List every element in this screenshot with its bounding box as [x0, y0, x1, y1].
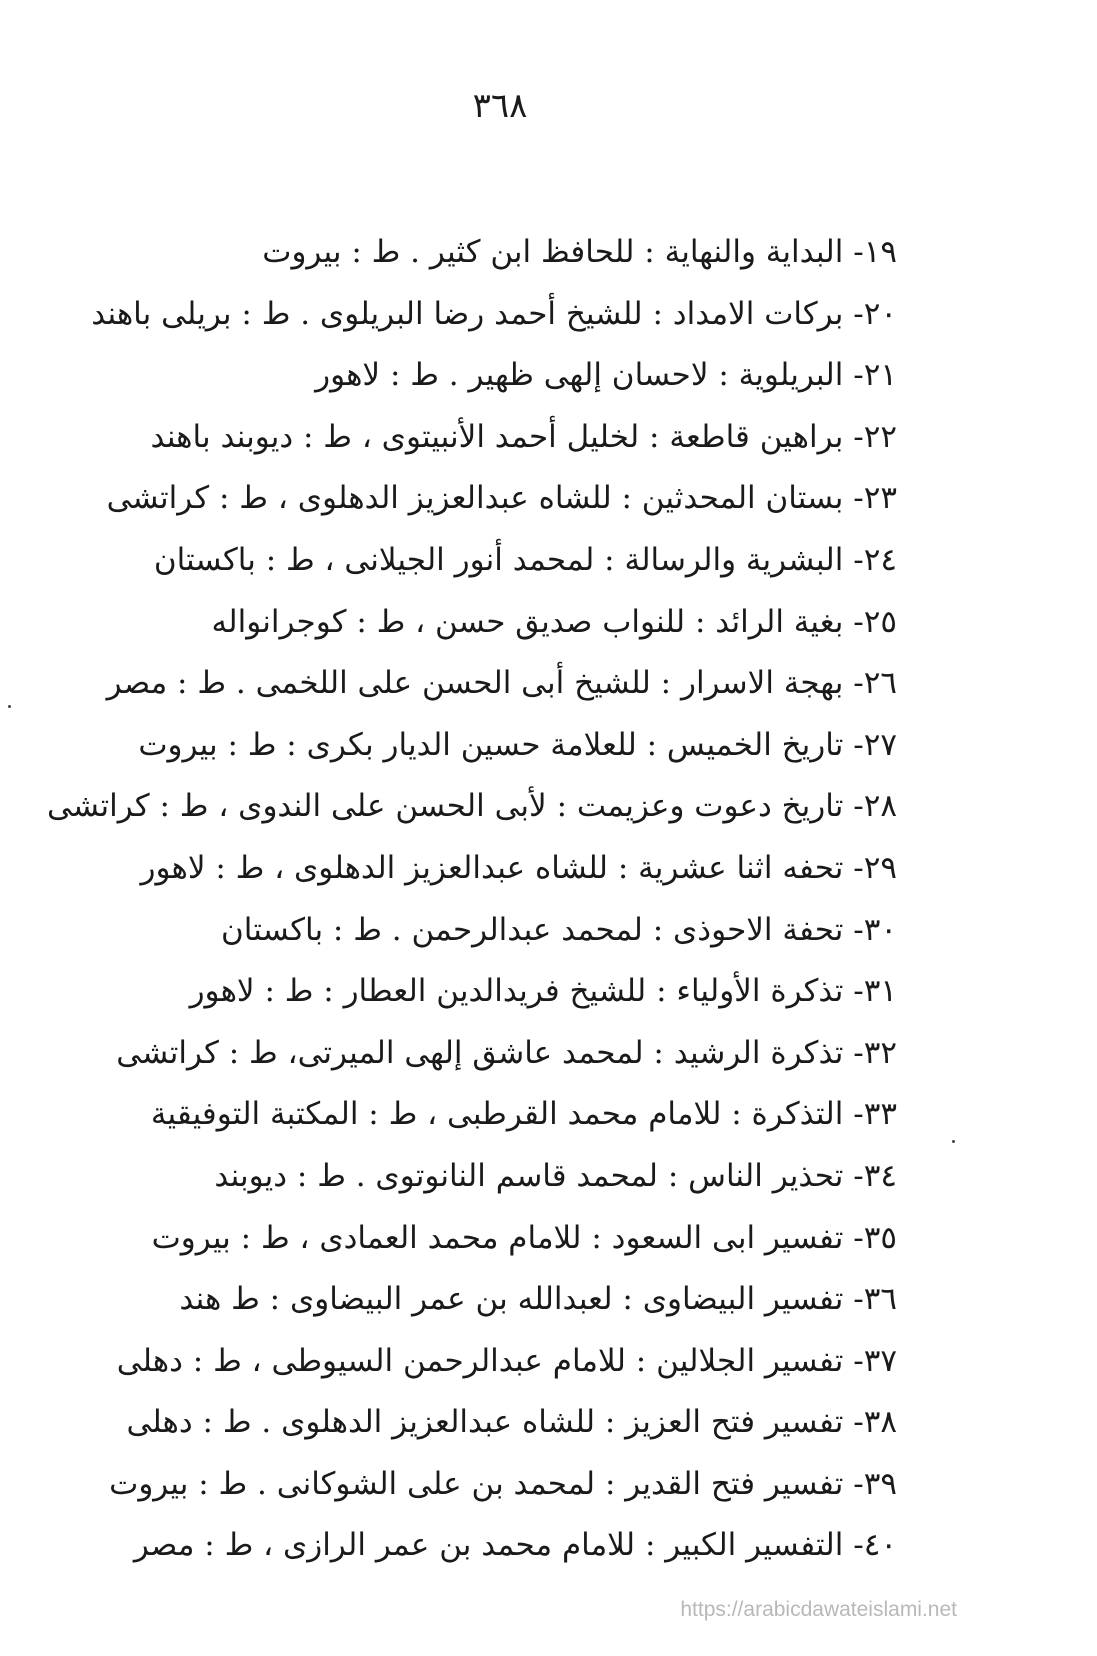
entry-number: ٣٠-	[853, 911, 897, 948]
entry-text: البريلوية : لاحسان إلهى ظهير . ط : لاهور	[315, 357, 844, 394]
entry-number: ٢٣-	[853, 480, 897, 517]
list-item	[37, 961, 897, 1023]
entry-text: بركات الامداد : للشيخ أحمد رضا البريلوى . ط : بريلى باهند	[91, 295, 844, 332]
scan-speck	[952, 1140, 955, 1143]
entry-number: ٢٥-	[853, 603, 897, 640]
entry-number: ٢٦-	[853, 665, 897, 702]
entry-number: ٢٤-	[853, 541, 897, 578]
entry-number: ٣٦-	[853, 1281, 897, 1318]
list-item	[37, 900, 897, 962]
entry-number: ٣١-	[853, 973, 897, 1010]
entry-number: ٢٢-	[853, 418, 897, 455]
entry-number: ٣٩-	[853, 1465, 897, 1502]
entry-text: تفسير الجلالين : للامام عبدالرحمن السيوطى ، ط : دهلى	[116, 1342, 844, 1379]
entry-text: تفسير فتح العزيز : للشاه عبدالعزيز الدهلوى . ط : دهلى	[126, 1404, 844, 1441]
list-item	[37, 407, 897, 469]
list-item	[37, 776, 897, 838]
list-item	[37, 1515, 897, 1577]
entry-text: البداية والنهاية : للحافظ ابن كثير . ط : بيروت	[262, 234, 844, 270]
entry-number: ٢٧-	[853, 726, 897, 763]
entry-number: ٣٥-	[853, 1219, 897, 1256]
entry-number: ٢١-	[853, 357, 897, 394]
entry-text: تاريخ دعوت وعزيمت : لأبى الحسن على الندوى ، ط : كراتشى	[47, 788, 844, 825]
entry-text: تفسير ابى السعود : للامام محمد العمادى ، ط : بيروت	[151, 1219, 844, 1256]
entry-text: بستان المحدثين : للشاه عبدالعزيز الدهلوى ، ط : كراتشى	[106, 480, 844, 517]
entry-text: تفسير البيضاوى : لعبدالله بن عمر البيضاوى : ط هند	[179, 1281, 844, 1318]
list-item	[37, 1208, 897, 1270]
entry-text: تاريخ الخميس : للعلامة حسين الديار بكرى : ط : بيروت	[138, 726, 844, 763]
list-item	[37, 1084, 897, 1146]
list-item	[37, 1269, 897, 1331]
list-item	[37, 653, 897, 715]
list-item	[37, 345, 897, 407]
entry-text: تذكرة الأولياء : للشيخ فريدالدين العطار : ط : لاهور	[189, 973, 844, 1010]
entry-text: التفسير الكبير : للامام محمد بن عمر الرازى ، ط : مصر	[133, 1527, 844, 1564]
entry-number: ١٩-	[853, 234, 897, 270]
entry-text: تحفه اثنا عشرية : للشاه عبدالعزيز الدهلوى ، ط : لاهور	[140, 849, 844, 886]
entry-text: براهين قاطعة : لخليل أحمد الأنبيتوى ، ط : ديوبند باهند	[150, 418, 844, 455]
entry-text: تحذير الناس : لمحمد قاسم النانوتوى . ط : ديوبند	[214, 1157, 844, 1194]
list-item	[37, 1023, 897, 1085]
list-item	[37, 1331, 897, 1393]
list-item	[37, 530, 897, 592]
entry-number: ٣٤-	[853, 1157, 897, 1194]
list-item	[37, 284, 897, 346]
entry-number: ٣٨-	[853, 1404, 897, 1441]
list-item	[37, 1146, 897, 1208]
list-item	[37, 838, 897, 900]
entry-text: بغية الرائد : للنواب صديق حسن ، ط : كوجرانواله	[211, 603, 844, 640]
entry-text: البشرية والرسالة : لمحمد أنور الجيلانى ، ط : باكستان	[153, 541, 844, 578]
watermark-url: https://arabicdawateislami.net	[680, 1598, 957, 1621]
entry-number: ٣٧-	[853, 1342, 897, 1379]
entry-text: تذكرة الرشيد : لمحمد عاشق إلهى الميرتى، ط : كراتشى	[116, 1034, 844, 1071]
entry-text: تفسير فتح القدير : لمحمد بن على الشوكانى . ط : بيروت	[109, 1465, 844, 1502]
page-number: ٣٦٨	[472, 86, 528, 126]
entry-number: ٢٨-	[853, 788, 897, 825]
list-item	[37, 468, 897, 530]
scan-speck	[8, 705, 11, 708]
entry-text: بهجة الاسرار : للشيخ أبى الحسن على اللخمى . ط : مصر	[106, 665, 844, 702]
list-item	[37, 1454, 897, 1516]
bibliography-list	[37, 222, 897, 1577]
list-item	[37, 592, 897, 654]
entry-text: التذكرة : للامام محمد القرطبى ، ط : المكتبة التوفيقية	[150, 1096, 844, 1133]
list-item	[37, 1392, 897, 1454]
entry-number: ٢٠-	[853, 295, 897, 332]
entry-number: ٢٩-	[853, 849, 897, 886]
list-item	[37, 715, 897, 777]
entry-text: تحفة الاحوذى : لمحمد عبدالرحمن . ط : باكستان	[221, 911, 844, 948]
entry-number: ٣٣-	[853, 1096, 897, 1133]
list-item	[37, 222, 897, 284]
entry-number: ٤٠-	[853, 1527, 897, 1564]
entry-number: ٣٢-	[853, 1034, 897, 1071]
